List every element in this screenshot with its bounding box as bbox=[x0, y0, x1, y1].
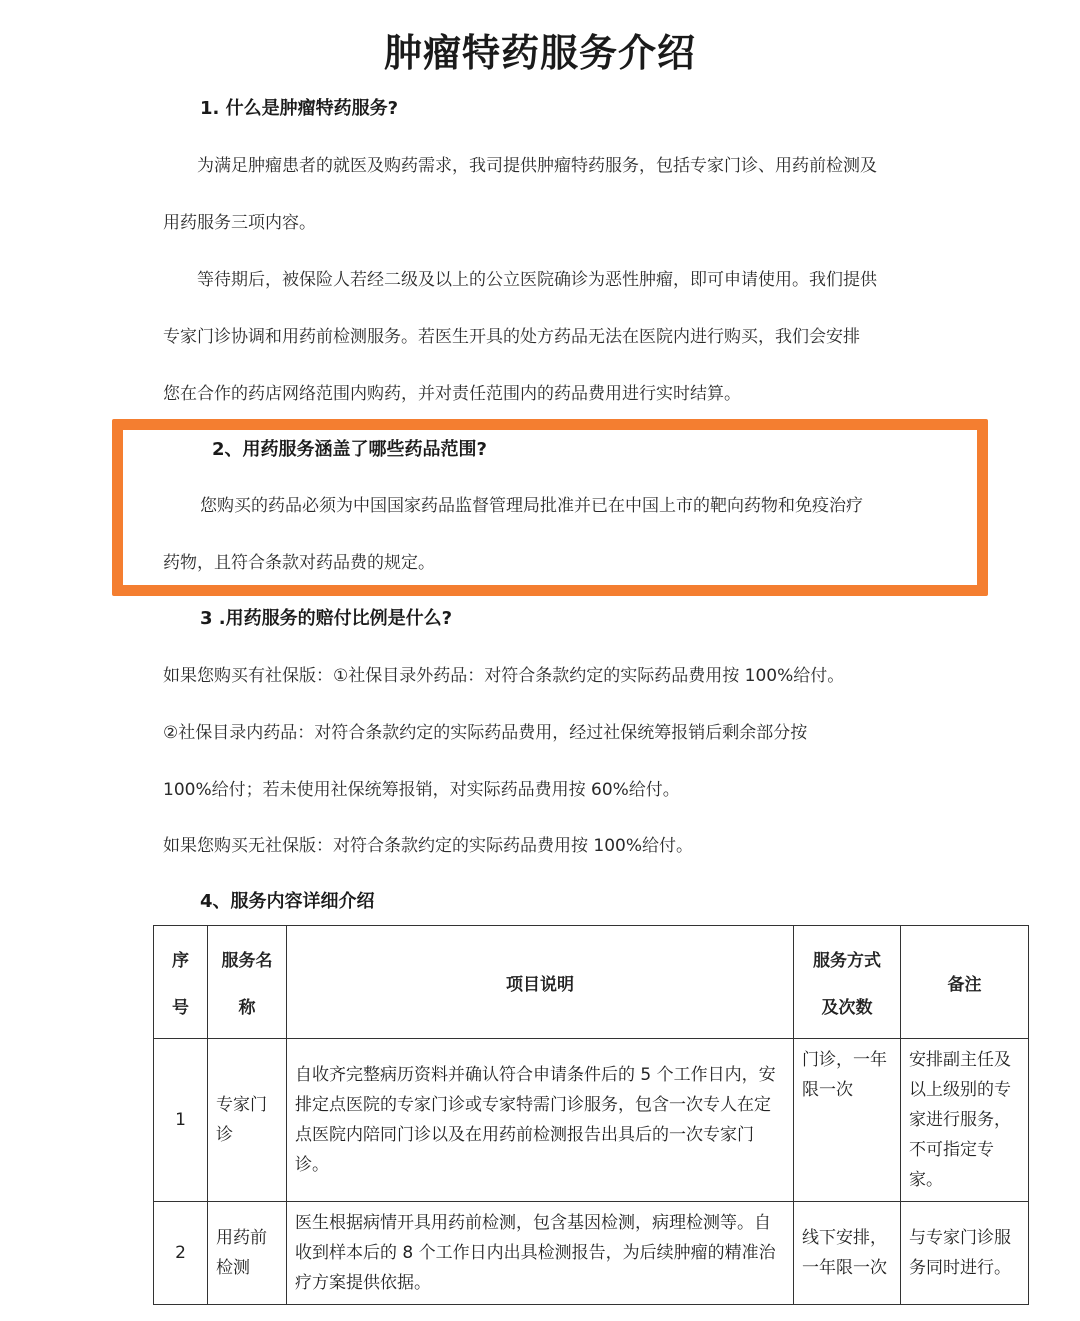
page-title: 肿瘤特药服务介绍 bbox=[383, 30, 696, 75]
section-1-paragraph-2-line-2: 专家门诊协调和用药前检测服务。若医生开具的处方药品无法在医院内进行购买，我们会安排 bbox=[163, 327, 860, 347]
row-2-method-text: 线下安排，一年限一次 bbox=[802, 1228, 887, 1278]
row-1-remark-text: 安排副主任及以上级别的专家进行服务，不可指定专家。 bbox=[909, 1050, 1011, 1190]
header-method-line-1: 服务方式 bbox=[813, 951, 881, 971]
table-header-row bbox=[154, 926, 1029, 1039]
section-1-paragraph-1-line-2: 用药服务三项内容。 bbox=[163, 213, 316, 233]
header-remark: 备注 bbox=[901, 926, 1029, 1039]
row-2-desc bbox=[287, 1202, 794, 1305]
header-description: 项目说明 bbox=[287, 926, 794, 1039]
service-table bbox=[153, 925, 1029, 1305]
row-1-name bbox=[208, 1039, 287, 1202]
row-1-remark bbox=[901, 1039, 1029, 1202]
row-2-remark bbox=[901, 1202, 1029, 1305]
row-1-no: 1 bbox=[154, 1039, 208, 1202]
table-row bbox=[154, 1202, 1029, 1305]
row-2-name-text: 用药前检测 bbox=[216, 1228, 267, 1278]
section-1-heading: 1. 什么是肿瘤特药服务? bbox=[200, 98, 399, 119]
section-3-heading: 3 .用药服务的赔付比例是什么? bbox=[200, 608, 453, 629]
header-no-line-1: 序 bbox=[172, 951, 189, 971]
header-service-name-line-1: 服务名 bbox=[221, 951, 273, 971]
row-1-method-text: 门诊，一年限一次 bbox=[802, 1050, 887, 1100]
header-no bbox=[154, 926, 208, 1039]
row-2-remark-text: 与专家门诊服务同时进行。 bbox=[909, 1228, 1011, 1278]
row-1-desc bbox=[287, 1039, 794, 1202]
header-no-line-2: 号 bbox=[172, 998, 189, 1018]
header-service-name-line-2: 称 bbox=[238, 998, 256, 1018]
section-3-line-4: 如果您购买无社保版：对符合条款约定的实际药品费用按 100%给付。 bbox=[163, 836, 694, 856]
row-2-method bbox=[794, 1202, 901, 1305]
row-1-method bbox=[794, 1039, 901, 1202]
section-1-paragraph-1-line-1: 为满足肿瘤患者的就医及购药需求，我司提供肿瘤特药服务，包括专家门诊、用药前检测及 bbox=[197, 156, 877, 176]
section-1-paragraph-2-line-1: 等待期后，被保险人若经二级及以上的公立医院确诊为恶性肿瘤，即可申请使用。我们提供 bbox=[197, 270, 877, 290]
section-2-line-2: 药物，且符合条款对药品费的规定。 bbox=[163, 553, 435, 573]
row-1-name-text: 专家门诊 bbox=[216, 1095, 267, 1145]
section-3-line-3: 100%给付；若未使用社保统筹报销，对实际药品费用按 60%给付。 bbox=[163, 780, 680, 800]
row-1-desc-text: 自收齐完整病历资料并确认符合申请条件后的 5 个工作日内，安排定点医院的专家门诊或专家特需门诊服务，包含一次专人在定点医院内陪同门诊以及在用药前检测报告出具后的一次专家门诊。 bbox=[295, 1065, 776, 1175]
row-2-name bbox=[208, 1202, 287, 1305]
section-2-line-1: 您购买的药品必须为中国国家药品监督管理局批准并已在中国上市的靶向药物和免疫治疗 bbox=[200, 496, 863, 516]
section-4-heading: 4、服务内容详细介绍 bbox=[200, 891, 375, 912]
row-2-no: 2 bbox=[154, 1202, 208, 1305]
section-1-paragraph-2-line-3: 您在合作的药店网络范围内购药，并对责任范围内的药品费用进行实时结算。 bbox=[163, 384, 741, 404]
header-method bbox=[794, 926, 901, 1039]
section-2-heading: 2、用药服务涵盖了哪些药品范围? bbox=[212, 439, 487, 460]
header-service-name bbox=[208, 926, 287, 1039]
section-3-line-2: ②社保目录内药品：对符合条款约定的实际药品费用，经过社保统筹报销后剩余部分按 bbox=[163, 723, 808, 743]
row-2-desc-text: 医生根据病情开具用药前检测，包含基因检测，病理检测等。自收到样本后的 8 个工作日内出具检测报告，为后续肿瘤的精准治疗方案提供依据。 bbox=[295, 1213, 776, 1293]
table-row bbox=[154, 1039, 1029, 1202]
header-method-line-2: 及次数 bbox=[821, 998, 873, 1018]
section-3-line-1: 如果您购买有社保版：①社保目录外药品：对符合条款约定的实际药品费用按 100%给付。 bbox=[163, 666, 845, 686]
